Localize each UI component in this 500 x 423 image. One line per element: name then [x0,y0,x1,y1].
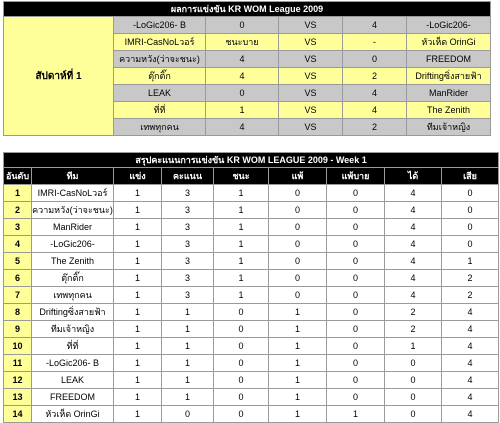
points-cell: 3 [162,253,214,270]
rank-cell: 5 [4,253,32,270]
goals-for-cell: 2 [385,304,442,321]
goals-against-cell: 4 [442,389,499,406]
team-name-cell: -LoGic206- B [32,355,114,372]
goals-for-cell: 4 [385,202,442,219]
home-score: 4 [206,68,279,85]
won-cell: 1 [214,287,269,304]
played-cell: 1 [114,304,162,321]
lost-walkover-cell: 0 [327,270,385,287]
column-header: เสีย [442,168,499,185]
rank-cell: 11 [4,355,32,372]
points-cell: 1 [162,321,214,338]
lost-cell: 1 [269,321,327,338]
lost-walkover-cell: 0 [327,253,385,270]
team-name-cell: LEAK [32,372,114,389]
points-cell: 3 [162,287,214,304]
points-cell: 3 [162,202,214,219]
rank-cell: 8 [4,304,32,321]
home-team: IMRI-CasNoLวอร์ [114,34,206,51]
won-cell: 0 [214,372,269,389]
team-name-cell: ความหวัง(ว่าจะชนะ) [32,202,114,219]
home-score: 1 [206,102,279,119]
played-cell: 1 [114,287,162,304]
lost-walkover-cell: 0 [327,321,385,338]
lost-walkover-cell: 0 [327,219,385,236]
table-row [4,236,499,253]
home-team: เทพทุกคน [114,119,206,136]
table-row [4,253,499,270]
rank-cell: 10 [4,338,32,355]
table-row [4,219,499,236]
points-cell: 1 [162,389,214,406]
won-cell: 0 [214,321,269,338]
goals-against-cell: 2 [442,270,499,287]
goals-against-cell: 0 [442,185,499,202]
lost-cell: 1 [269,355,327,372]
rank-cell: 4 [4,236,32,253]
home-score: ชนะบาย [206,34,279,51]
away-score: 4 [343,17,407,34]
rank-cell: 9 [4,321,32,338]
goals-against-cell: 4 [442,338,499,355]
away-team: หัวเห็ด OrinGi [407,34,491,51]
lost-cell: 0 [269,236,327,253]
table-row [4,270,499,287]
goals-against-cell: 4 [442,372,499,389]
played-cell: 1 [114,355,162,372]
column-header: แข่ง [114,168,162,185]
team-name-cell: ทีมเจ้าหญิง [32,321,114,338]
away-score: 2 [343,119,407,136]
lost-cell: 0 [269,270,327,287]
table-row [4,355,499,372]
won-cell: 0 [214,355,269,372]
rank-cell: 13 [4,389,32,406]
away-team: -LoGic206- [407,17,491,34]
rank-cell: 3 [4,219,32,236]
lost-walkover-cell: 0 [327,355,385,372]
column-header: ชนะ [214,168,269,185]
points-cell: 3 [162,270,214,287]
away-score: 4 [343,85,407,102]
team-name-cell: ตุ๊กติ๊ก [32,270,114,287]
table-row [4,406,499,423]
goals-against-cell: 0 [442,202,499,219]
won-cell: 1 [214,185,269,202]
home-score: 0 [206,85,279,102]
home-team: ที่ที่ [114,102,206,119]
goals-for-cell: 1 [385,338,442,355]
goals-against-cell: 0 [442,236,499,253]
team-name-cell: ที่ที่ [32,338,114,355]
column-header: ทีม [32,168,114,185]
points-cell: 3 [162,185,214,202]
table-row [4,202,499,219]
team-name-cell: IMRI-CasNoLวอร์ [32,185,114,202]
points-cell: 3 [162,219,214,236]
goals-against-cell: 1 [442,253,499,270]
lost-walkover-cell: 0 [327,389,385,406]
lost-walkover-cell: 1 [327,406,385,423]
lost-cell: 1 [269,406,327,423]
team-name-cell: Driftingซิ่งสายฟ้า [32,304,114,321]
team-name-cell: The Zenith [32,253,114,270]
home-score: 4 [206,119,279,136]
results-title: ผลการแข่งขัน KR WOM League 2009 [4,2,491,17]
rank-cell: 1 [4,185,32,202]
lost-cell: 1 [269,372,327,389]
won-cell: 1 [214,270,269,287]
lost-walkover-cell: 0 [327,372,385,389]
column-header: แพ้ [269,168,327,185]
goals-against-cell: 4 [442,321,499,338]
played-cell: 1 [114,236,162,253]
goals-for-cell: 4 [385,253,442,270]
goals-for-cell: 4 [385,219,442,236]
lost-cell: 0 [269,253,327,270]
standings-title-row [4,153,499,168]
lost-cell: 0 [269,202,327,219]
goals-for-cell: 4 [385,236,442,253]
column-header: คะแนน [162,168,214,185]
goals-against-cell: 4 [442,304,499,321]
goals-for-cell: 4 [385,270,442,287]
lost-walkover-cell: 0 [327,287,385,304]
points-cell: 1 [162,372,214,389]
won-cell: 0 [214,406,269,423]
standings-table [3,152,499,423]
goals-for-cell: 4 [385,287,442,304]
away-team: Driftingซิ่งสายฟ้า [407,68,491,85]
goals-for-cell: 4 [385,185,442,202]
won-cell: 1 [214,236,269,253]
team-name-cell: FREEDOM [32,389,114,406]
rank-cell: 2 [4,202,32,219]
goals-against-cell: 4 [442,406,499,423]
won-cell: 0 [214,338,269,355]
column-header: อันดับ [4,168,32,185]
away-score: - [343,34,407,51]
played-cell: 1 [114,389,162,406]
versus-label: VS [279,85,343,102]
home-score: 4 [206,51,279,68]
versus-label: VS [279,68,343,85]
lost-cell: 0 [269,185,327,202]
versus-label: VS [279,17,343,34]
points-cell: 3 [162,236,214,253]
away-team: FREEDOM [407,51,491,68]
played-cell: 1 [114,321,162,338]
table-row [4,372,499,389]
won-cell: 1 [214,253,269,270]
away-team: The Zenith [407,102,491,119]
standings-title: สรุปคะแนนการแข่งขัน KR WOM LEAGUE 2009 - Week 1 [4,153,499,168]
versus-label: VS [279,102,343,119]
away-team: ManRider [407,85,491,102]
versus-label: VS [279,34,343,51]
match-row [4,17,491,34]
lost-walkover-cell: 0 [327,236,385,253]
goals-for-cell: 0 [385,406,442,423]
away-score: 0 [343,51,407,68]
table-row [4,389,499,406]
goals-against-cell: 4 [442,355,499,372]
lost-cell: 0 [269,219,327,236]
lost-walkover-cell: 0 [327,338,385,355]
points-cell: 1 [162,355,214,372]
rank-cell: 14 [4,406,32,423]
played-cell: 1 [114,185,162,202]
played-cell: 1 [114,372,162,389]
played-cell: 1 [114,219,162,236]
points-cell: 1 [162,338,214,355]
goals-for-cell: 0 [385,389,442,406]
home-team: ความหวัง(ว่าจะชนะ) [114,51,206,68]
team-name-cell: เทพทุกคน [32,287,114,304]
results-header-row [4,2,491,17]
team-name-cell: ManRider [32,219,114,236]
table-row [4,321,499,338]
points-cell: 1 [162,304,214,321]
goals-for-cell: 0 [385,372,442,389]
lost-walkover-cell: 0 [327,304,385,321]
table-row [4,338,499,355]
column-header: แพ้บาย [327,168,385,185]
played-cell: 1 [114,270,162,287]
rank-cell: 12 [4,372,32,389]
home-score: 0 [206,17,279,34]
lost-cell: 0 [269,287,327,304]
column-header: ได้ [385,168,442,185]
versus-label: VS [279,119,343,136]
home-team: LEAK [114,85,206,102]
goals-for-cell: 0 [385,355,442,372]
points-cell: 0 [162,406,214,423]
won-cell: 0 [214,389,269,406]
played-cell: 1 [114,202,162,219]
played-cell: 1 [114,253,162,270]
goals-for-cell: 2 [385,321,442,338]
team-name-cell: หัวเห็ด OrinGi [32,406,114,423]
won-cell: 1 [214,202,269,219]
lost-walkover-cell: 0 [327,185,385,202]
versus-label: VS [279,51,343,68]
table-row [4,304,499,321]
rank-cell: 7 [4,287,32,304]
lost-cell: 1 [269,338,327,355]
goals-against-cell: 0 [442,219,499,236]
played-cell: 1 [114,338,162,355]
goals-against-cell: 2 [442,287,499,304]
lost-cell: 1 [269,304,327,321]
away-score: 4 [343,102,407,119]
home-team: -LoGic206- B [114,17,206,34]
away-score: 2 [343,68,407,85]
away-team: ทีมเจ้าหญิง [407,119,491,136]
lost-walkover-cell: 0 [327,202,385,219]
week-label: สัปดาห์ที่ 1 [4,17,114,136]
standings-column-headers [4,168,499,185]
home-team: ตุ๊กติ๊ก [114,68,206,85]
won-cell: 1 [214,219,269,236]
table-row [4,287,499,304]
table-row [4,185,499,202]
rank-cell: 6 [4,270,32,287]
played-cell: 1 [114,406,162,423]
team-name-cell: -LoGic206- [32,236,114,253]
match-results-table [3,1,491,136]
won-cell: 0 [214,304,269,321]
lost-cell: 1 [269,389,327,406]
